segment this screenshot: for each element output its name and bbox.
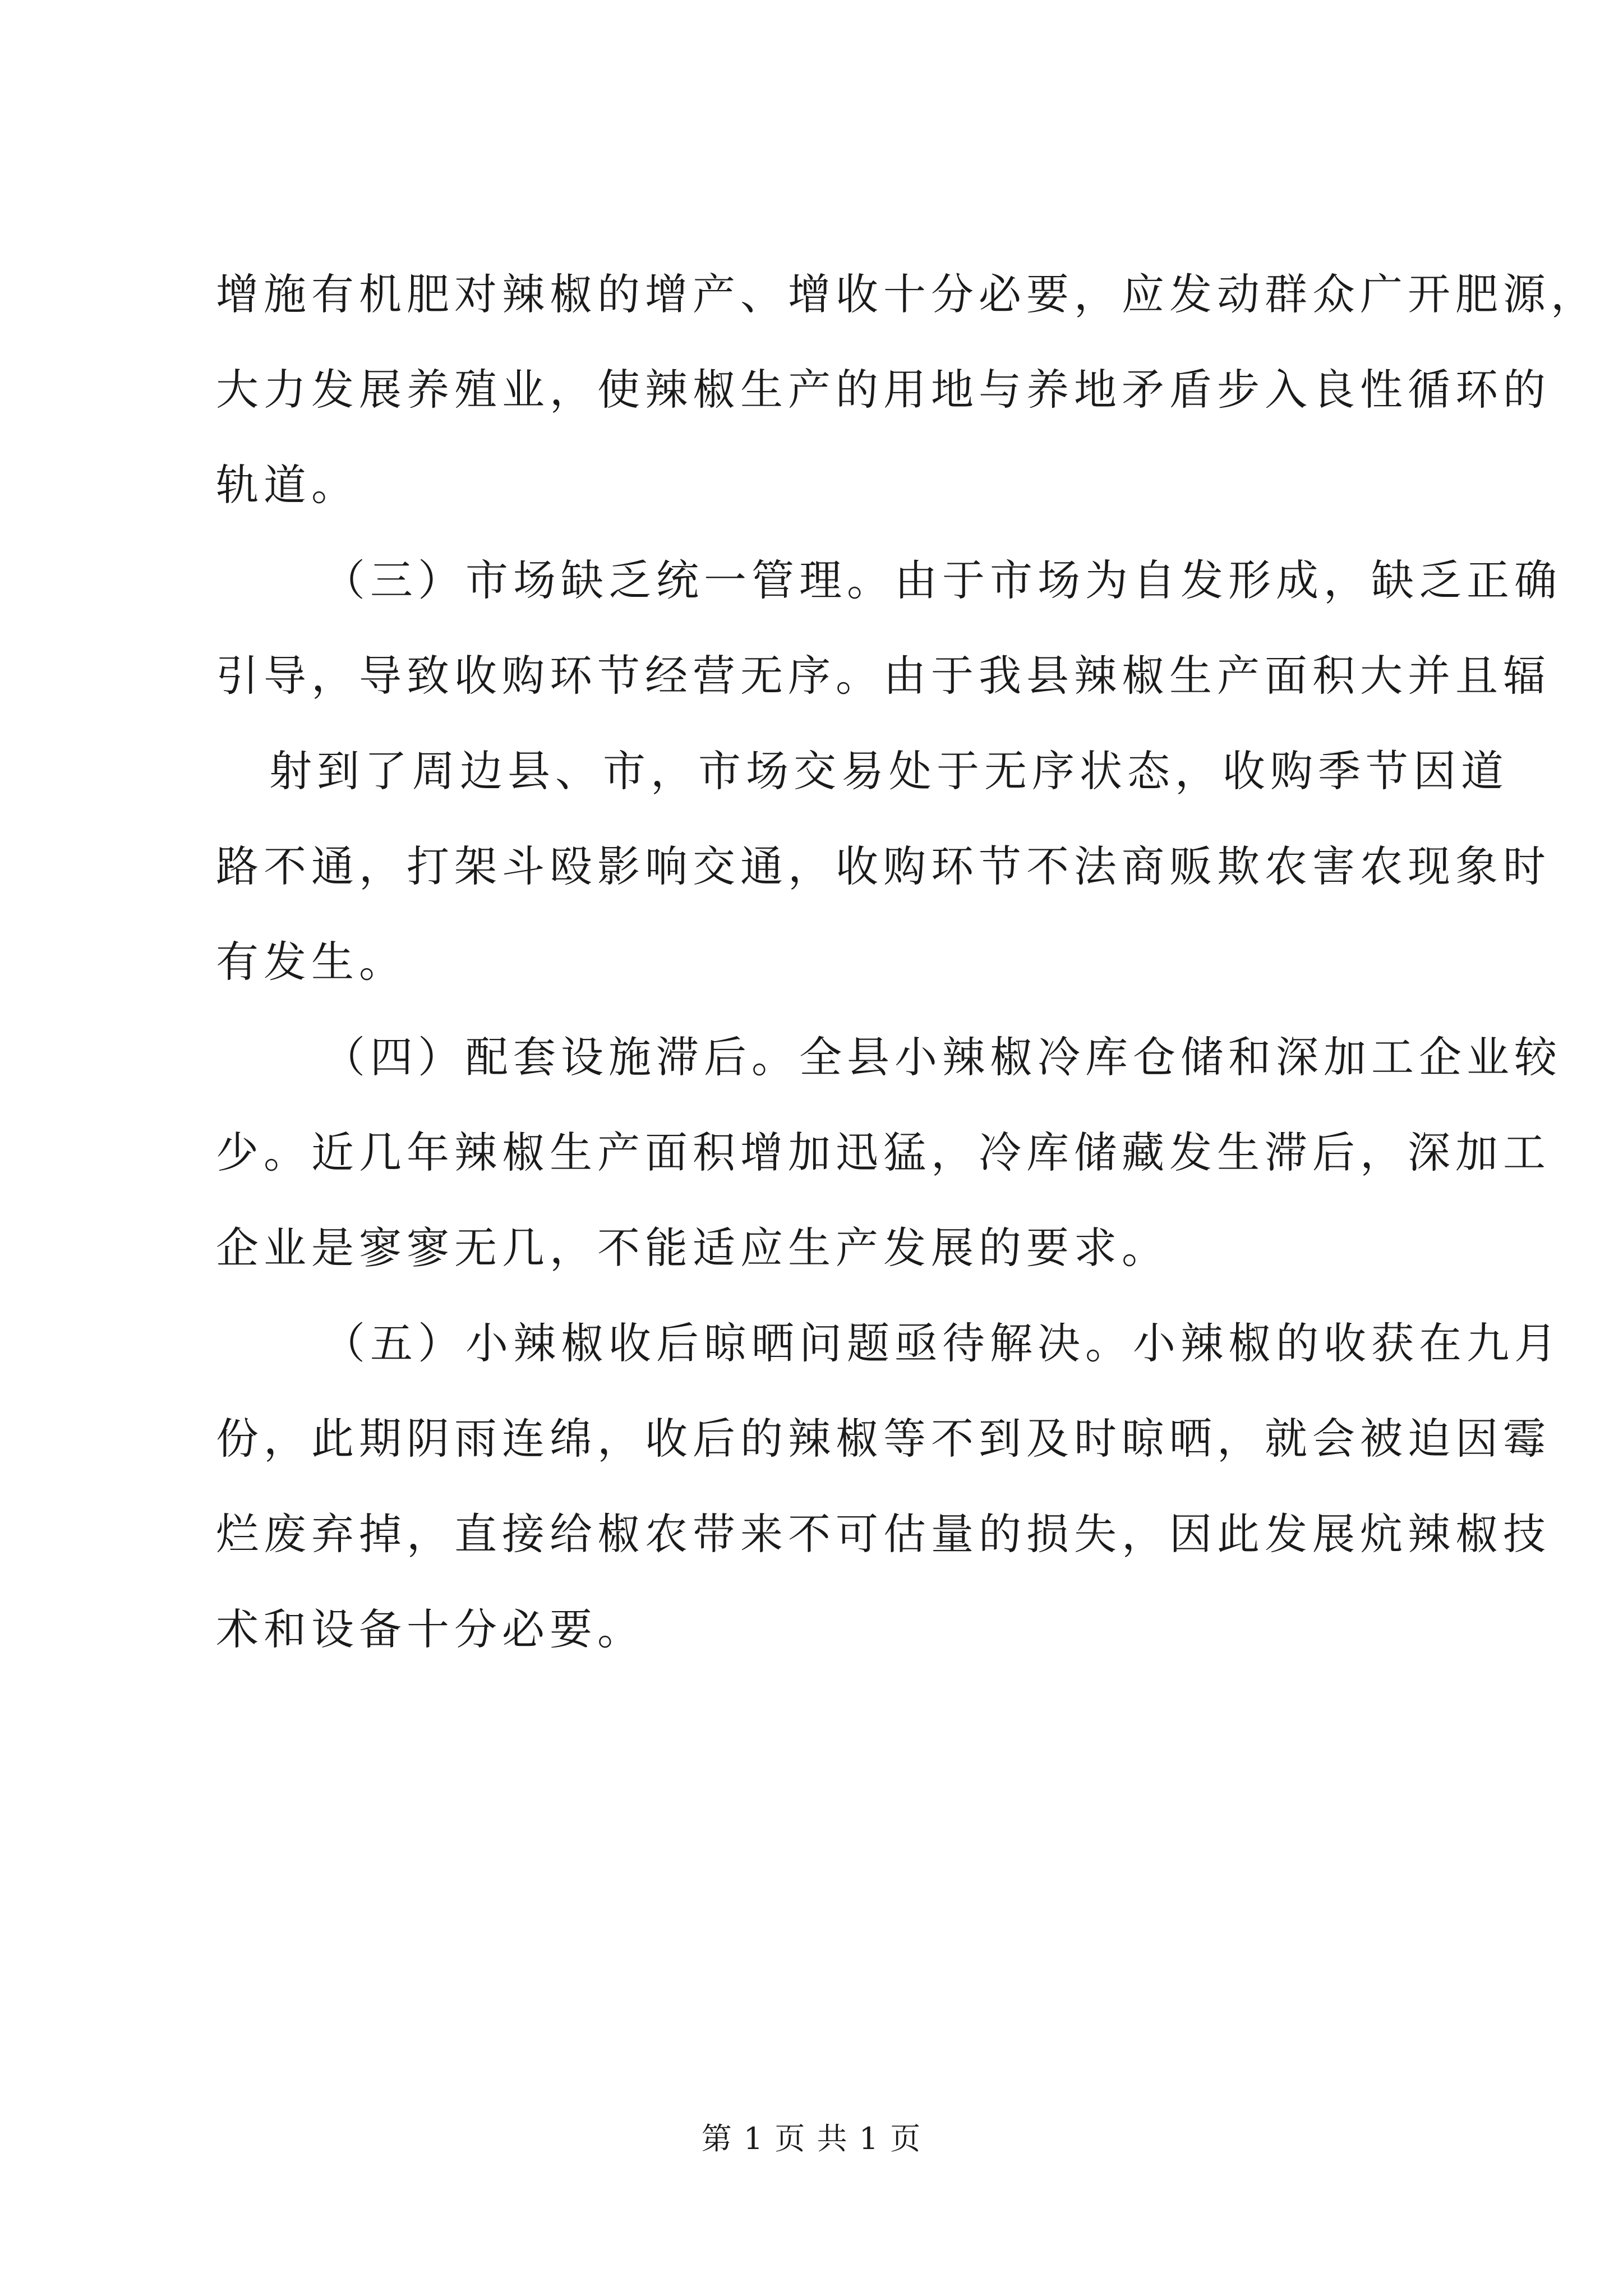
text-line: 烂废弃掉，直接给椒农带来不可估量的损失，因此发展炕辣椒技 [216,1509,1551,1559]
text-line: 份，此期阴雨连绵，收后的辣椒等不到及时晾晒，就会被迫因霉 [216,1414,1551,1464]
text-line: 企业是寥寥无几，不能适应生产发展的要求。 [216,1223,1169,1273]
text-line: 路不通，打架斗殴影响交通，收购环节不法商贩欺农害农现象时 [216,841,1551,891]
text-line: （三）市场缺乏统一管理。由于市场为自发形成，缺乏正确 [322,555,1562,605]
text-line: 术和设备十分必要。 [216,1604,645,1654]
text-line: 大力发展养殖业，使辣椒生产的用地与养地矛盾步入良性循环的 [216,365,1551,415]
page-number-footer: 第 1 页 共 1 页 [701,2121,922,2156]
text-line: （五）小辣椒收后晾晒问题亟待解决。小辣椒的收获在九月 [322,1318,1562,1368]
text-line: 少。近几年辣椒生产面积增加迅猛，冷库储藏发生滞后，深加工 [216,1128,1551,1177]
text-line: 轨道。 [216,460,359,510]
text-line: （四）配套设施滞后。全县小辣椒冷库仓储和深加工企业较 [322,1032,1562,1082]
text-line: 有发生。 [216,937,407,987]
text-line: 引导，导致收购环节经营无序。由于我县辣椒生产面积大并且辐 [216,651,1551,701]
document-body [216,247,1598,1677]
text-line: 射到了周边县、市，市场交易处于无序状态，收购季节因道 [269,746,1509,796]
text-line: 增施有机肥对辣椒的增产、增收十分必要，应发动群众广开肥源， [216,269,1598,319]
